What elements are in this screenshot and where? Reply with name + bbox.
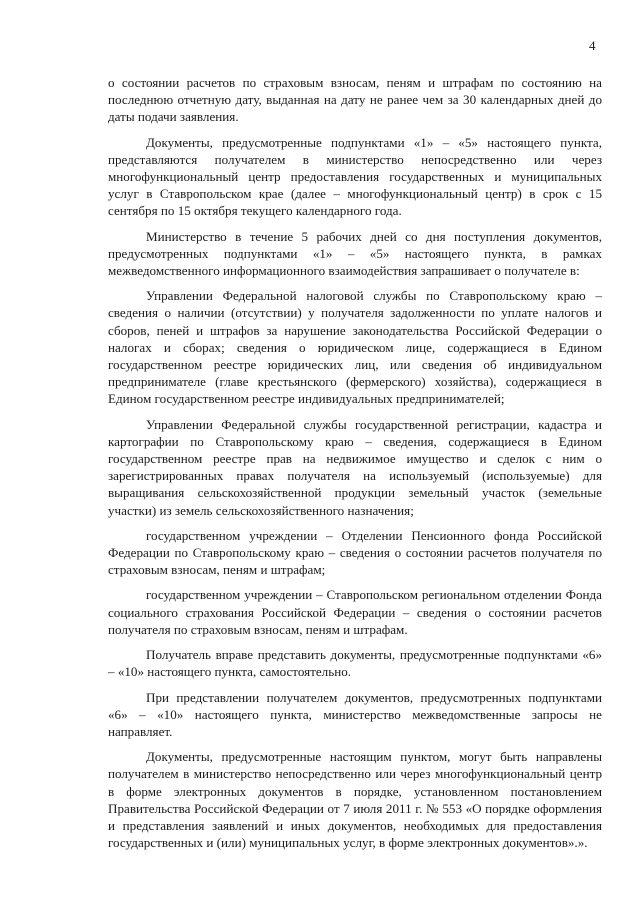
paragraph-continuation: о состоянии расчетов по страховым взносам, пеням и штрафам по состоянию на последнюю отчетную дату, выданная на дату не ранее чем за 30 календарных дней до даты подачи заявления. xyxy=(108,75,602,125)
paragraph-electronic-documents: Документы, предусмотренные настоящим пунктом, могут быть направлены получателем в министерство непосредственно или через многофункциональный центр в форме электронных документов в порядке, установленном постановлением Правительства Российской Федерации от 7 июля 2011 г. № 553 «О порядке оформления и представления заявлений и иных документов, необходимых для предоставления государственных и (или) муниципальных услуг, в форме электронных документов».». xyxy=(108,749,602,851)
paragraph-no-requests: При представлении получателем документов, предусмотренных подпунктами «6» – «10» настоящего пункта, министерство межведомственные запросы не направляет. xyxy=(108,689,602,739)
paragraph-self-submission: Получатель вправе представить документы, предусмотренные подпунктами «6» – «10» настоящего пункта, самостоятельно. xyxy=(108,647,602,680)
paragraph-documents-submission: Документы, предусмотренные подпунктами «1» – «5» настоящего пункта, представляются получателем в министерство непосредственно или через многофункциональный центр предоставления государственных и муниципальных услуг в Ставропольском крае (далее – многофункциональный центр) в срок с 15 сентября по 15 октября текущего календарного года. xyxy=(108,134,602,219)
paragraph-pension-fund: государственном учреждении – Отделении Пенсионного фонда Российской Федерации по Ставропольскому краю – сведения о состоянии расчетов получателя по страховым взносам, пеням и штрафам; xyxy=(108,527,602,578)
paragraph-rosreestr: Управлении Федеральной службы государственной регистрации, кадастра и картографии по Ставропольскому краю – сведения, содержащиеся в Едином государственном реестре прав на недвижимое имущество и сделок с ним о зарегистрированных правах получателя на используемый (используемые) для выращивания сельскохозяйственной продукции земельный участок (земельные участки) из земель сельскохозяйственного назначения; xyxy=(108,416,602,518)
paragraph-social-insurance: государственном учреждении – Ставропольском региональном отделении Фонда социального страхования Российской Федерации – сведения о состоянии расчетов получателя по страховым взносам, пеням и штрафам. xyxy=(108,587,602,637)
paragraph-ministry-requests: Министерство в течение 5 рабочих дней со дня поступления документов, предусмотренных подпунктами «1» – «5» настоящего пункта, в рамках межведомственного информационного взаимодействия запрашивает о получателе в: xyxy=(108,228,602,279)
paragraph-tax-service: Управлении Федеральной налоговой службы по Ставропольскому краю – сведения о наличии (отсутствии) у получателя задолженности по уплате налогов и сборов, пеней и штрафов за нарушение законодательства Российской Федерации о налогах и сборах; сведения о юридическом лице, содержащиеся в Едином государственном реестре юридических лиц, или сведения об индивидуальном предпринимателе (главе крестьянского (фермерского) хозяйства), содержащиеся в Едином государственном реестре индивидуальных предпринимателей; xyxy=(108,288,602,407)
page-number: 4 xyxy=(589,38,596,53)
document-body xyxy=(108,74,602,859)
